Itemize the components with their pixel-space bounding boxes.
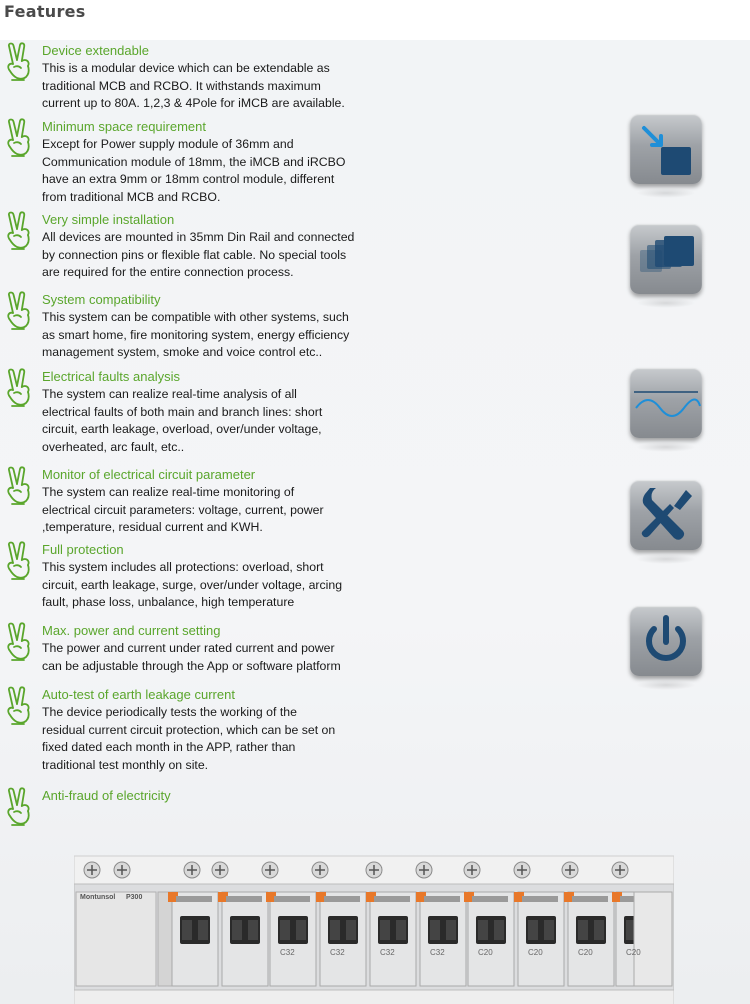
power-button-icon [630, 606, 702, 676]
description-line: All devices are mounted in 35mm Din Rail and connected [42, 230, 355, 244]
description-line: circuit, earth leakage, surge, over/under voltage, arcing [42, 577, 343, 592]
feature-title: System compatibility [42, 292, 161, 307]
feature-title: Device extendable [42, 43, 149, 58]
feature-title: Full protection [42, 542, 124, 557]
victory-hand-icon [4, 622, 34, 664]
feature-description [42, 60, 382, 113]
description-line: current up to 80A. 1,2,3 & 4Pole for iMCB are available. [42, 96, 345, 111]
description-line: residual current circuit protection, which can be set on [42, 722, 336, 737]
feature-title: Minimum space requirement [42, 119, 207, 134]
description-line: overheated, arc fault, etc.. [42, 440, 185, 455]
description-line: This system includes all protections: overload, short [42, 560, 324, 574]
breaker-rating-label: C32 [380, 948, 395, 957]
description-line: This is a modular device which can be extendable as [42, 61, 330, 75]
layered-squares-icon [630, 224, 702, 294]
breaker-rating-label: C32 [330, 948, 345, 957]
breaker-rating-label: C20 [478, 948, 493, 957]
description-line: as smart home, fire monitoring system, energy efficiency [42, 327, 350, 342]
description-line: The system can realize real-time monitoring of [42, 485, 295, 499]
description-line: by connection pins or flexible flat cable. No special tools [42, 247, 347, 262]
description-line: fixed dated each month in the APP, rather than [42, 740, 296, 755]
description-line: The power and current under rated current and power [42, 641, 335, 655]
description-line: The device periodically tests the working of the [42, 705, 297, 719]
breaker-rating-label: C20 [626, 948, 641, 957]
description-line: electrical circuit parameters: voltage, current, power [42, 502, 324, 517]
wrench-screwdriver-icon [630, 480, 702, 550]
description-line: are required for the entire connection process. [42, 265, 294, 280]
victory-hand-icon [4, 541, 34, 583]
feature-description [42, 136, 382, 207]
feature-description [42, 309, 382, 362]
description-line: Except for Power supply module of 36mm and [42, 137, 294, 151]
description-line: have an extra 9mm or 18mm control module, different [42, 172, 335, 187]
breaker-rating-label: C20 [578, 948, 593, 957]
feature-title: Auto-test of earth leakage current [42, 687, 235, 702]
corner-arrow-icon [630, 114, 702, 184]
breaker-rating-label: C32 [280, 948, 295, 957]
feature-description [42, 229, 382, 282]
description-line: traditional test monthly on site. [42, 758, 209, 773]
feature-title: Max. power and current setting [42, 623, 221, 638]
victory-hand-icon [4, 291, 34, 333]
description-line: can be adjustable through the App or software platform [42, 658, 341, 673]
description-line: traditional MCB and RCBO. It withstands maximum [42, 78, 321, 93]
victory-hand-icon [4, 211, 34, 253]
din-rail-device-photo [74, 852, 674, 1004]
description-line: fault, phase loss, unbalance, high temperature [42, 595, 295, 610]
victory-hand-icon [4, 118, 34, 160]
sine-wave-icon [630, 368, 702, 438]
feature-title: Monitor of electrical circuit parameter [42, 467, 256, 482]
feature-title: Electrical faults analysis [42, 369, 180, 384]
breaker-rating-label: C20 [528, 948, 543, 957]
description-line: This system can be compatible with other systems, such [42, 310, 349, 324]
feature-description [42, 640, 382, 675]
victory-hand-icon [4, 368, 34, 410]
feature-description [42, 704, 382, 775]
victory-hand-icon [4, 686, 34, 728]
description-line: The system can realize real-time analysis of all [42, 387, 297, 401]
feature-description [42, 386, 382, 457]
victory-hand-icon [4, 466, 34, 508]
feature-title: Anti-fraud of electricity [42, 788, 171, 803]
breaker-rating-label: C32 [430, 948, 445, 957]
device-model-label: P300 [126, 894, 143, 901]
description-line: from traditional MCB and RCBO. [42, 190, 221, 205]
feature-title: Very simple installation [42, 212, 175, 227]
victory-hand-icon [4, 787, 34, 829]
feature-description [42, 559, 382, 612]
description-line: ,temperature, residual current and KWH. [42, 520, 263, 535]
description-line: circuit, earth leakage, overload, over/under voltage, [42, 422, 322, 437]
page-title: Features [4, 2, 86, 21]
feature-description [42, 484, 382, 537]
features-panel [0, 40, 750, 1004]
description-line: Communication module of 18mm, the iMCB and iRCBO [42, 154, 346, 169]
victory-hand-icon [4, 42, 34, 84]
description-line: management system, smoke and voice control etc.. [42, 345, 323, 360]
device-brand-label: Montunsol [80, 894, 116, 901]
description-line: electrical faults of both main and branch lines: short [42, 404, 323, 419]
